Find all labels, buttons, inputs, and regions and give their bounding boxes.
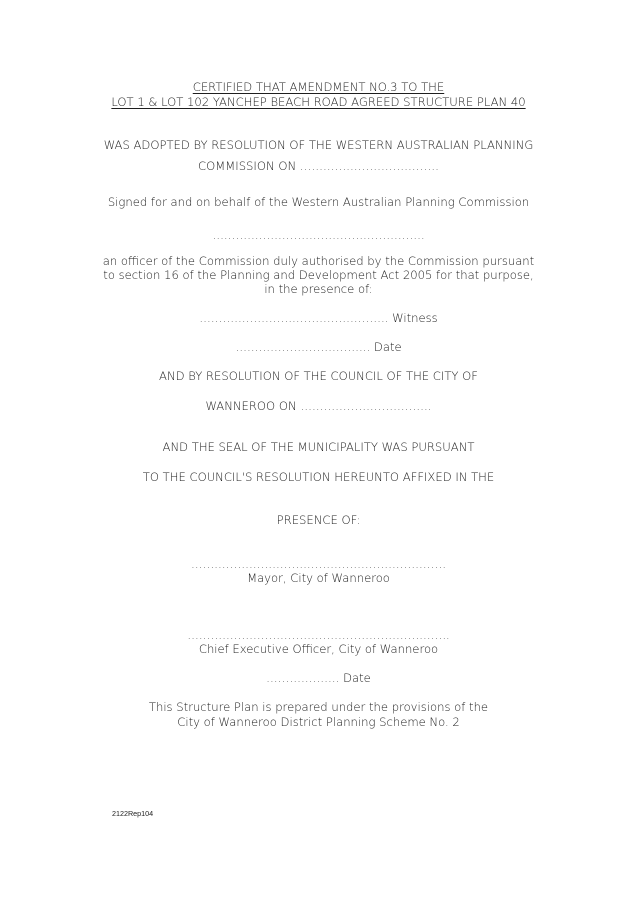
officer-text-line-2: to section 16 of the Planning and Development Act 2005 for that purpose, [103, 268, 534, 282]
date-line-2: ………………. Date [266, 671, 371, 685]
adopted-line-2: COMMISSION ON ……………………………… [198, 159, 439, 173]
adopted-line-1: WAS ADOPTED BY RESOLUTION OF THE WESTERN AUSTRALIAN PLANNING [103, 138, 534, 152]
heading-line-1: CERTIFIED THAT AMENDMENT NO.3 TO THE [192, 80, 445, 94]
officer-text-line-1: an officer of the Commission duly authorised by the Commission pursuant [102, 254, 535, 268]
seal-line-2: TO THE COUNCIL'S RESOLUTION HEREUNTO AFFIXED IN THE [142, 470, 495, 484]
document-reference: 2122Rep104 [112, 809, 154, 818]
seal-line-1: AND THE SEAL OF THE MUNICIPALITY WAS PURSUANT [162, 440, 475, 454]
mayor-label: Mayor, City of Wanneroo [247, 571, 390, 585]
ceo-label: Chief Executive Officer, City of Wanneroo [198, 642, 439, 656]
mayor-signature-line: ………………………………………………………… [190, 557, 447, 571]
signed-behalf-text: Signed for and on behalf of the Western Australian Planning Commission [107, 195, 530, 209]
officer-text-line-3: in the presence of: [264, 282, 373, 296]
provisions-line-2: City of Wanneroo District Planning Scheme No. 2 [177, 715, 460, 729]
provisions-line-1: This Structure Plan is prepared under the provisions of the [148, 700, 489, 714]
ceo-signature-line: ………………………………………………………….. [187, 628, 450, 642]
witness-line: …………………………………………. Witness [199, 311, 438, 325]
council-line-2: WANNEROO ON ……………………………. [205, 399, 432, 413]
date-line-1: …………………………….. Date [235, 340, 402, 354]
officer-signature-line: ………………………………………………. [212, 228, 425, 242]
heading-line-2: LOT 1 & LOT 102 YANCHEP BEACH ROAD AGREED STRUCTURE PLAN 40 [111, 95, 526, 109]
presence-of: PRESENCE OF: [276, 513, 361, 527]
council-line-1: AND BY RESOLUTION OF THE COUNCIL OF THE CITY OF [159, 369, 478, 383]
